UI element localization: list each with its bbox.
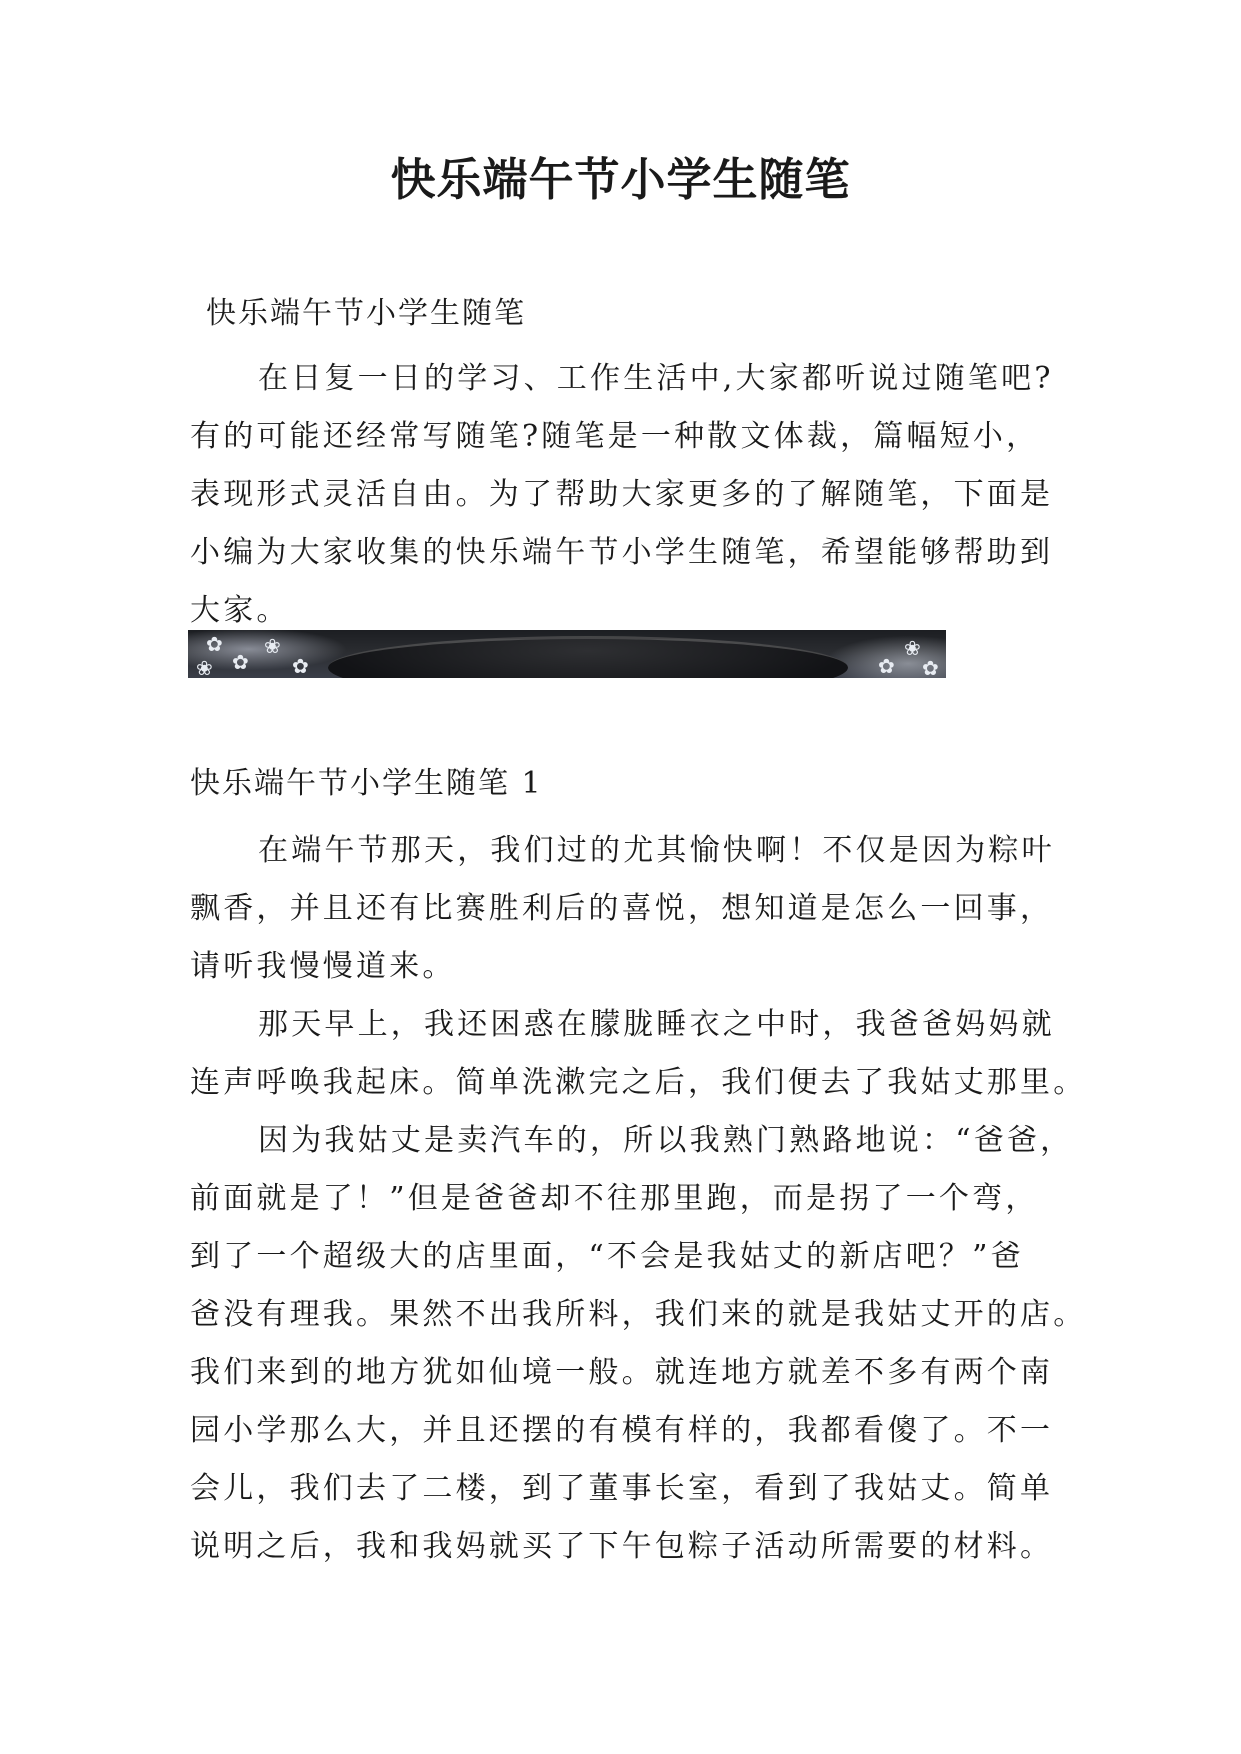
paragraph-line: 爸没有理我。果然不出我所料，我们来的就是我姑丈开的店。 xyxy=(190,1297,1087,1332)
intro-paragraph xyxy=(190,350,1070,640)
paragraph-line: 飘香，并且还有比赛胜利后的喜悦，想知道是怎么一回事， xyxy=(190,891,1054,926)
flower-icon: ✿ xyxy=(878,654,895,678)
flower-icon: ✿ xyxy=(292,654,309,678)
decorative-photo xyxy=(188,630,946,678)
paragraph-line: 在端午节那天，我们过的尤其愉快啊！不仅是因为粽叶 xyxy=(258,833,1055,868)
flower-icon: ❀ xyxy=(904,636,921,660)
document-title: 快乐端午节小学生随笔 xyxy=(390,153,851,206)
section-body xyxy=(190,822,1087,1576)
paragraph-line: 前面就是了！”但是爸爸却不往那里跑，而是拐了一个弯， xyxy=(190,1181,1039,1216)
paragraph-line: 因为我姑丈是卖汽车的，所以我熟门熟路地说：“爸爸， xyxy=(258,1123,1074,1158)
paragraph-line: 园小学那么大，并且还摆的有模有样的，我都看傻了。不一 xyxy=(190,1413,1054,1448)
paragraph-line: 请听我慢慢道来。 xyxy=(190,949,456,984)
intro-line: 小编为大家收集的快乐端午节小学生随笔，希望能够帮助到 xyxy=(190,535,1054,570)
paragraph-line: 那天早上，我还困惑在朦胧睡衣之中时，我爸爸妈妈就 xyxy=(258,1007,1055,1042)
flower-icon: ✿ xyxy=(922,656,939,678)
paragraph-line: 说明之后，我和我妈就买了下午包粽子活动所需要的材料。 xyxy=(190,1529,1054,1564)
flower-icon: ❀ xyxy=(264,634,281,658)
paragraph-line: 会儿，我们去了二楼，到了董事长室，看到了我姑丈。简单 xyxy=(190,1471,1054,1506)
intro-line: 在日复一日的学习、工作生活中,大家都听说过随笔吧? xyxy=(258,361,1054,396)
paragraph-line: 我们来到的地方犹如仙境一般。就连地方就差不多有两个南 xyxy=(190,1355,1054,1390)
intro-line: 有的可能还经常写随笔?随笔是一种散文体裁，篇幅短小， xyxy=(190,419,1040,454)
section-paragraph xyxy=(190,1112,1087,1576)
intro-line: 表现形式灵活自由。为了帮助大家更多的了解随笔，下面是 xyxy=(190,477,1054,512)
paragraph-line: 连声呼唤我起床。简单洗漱完之后，我们便去了我姑丈那里。 xyxy=(190,1065,1087,1100)
section-paragraph xyxy=(190,996,1087,1112)
intro-line: 大家。 xyxy=(190,593,290,628)
section-heading: 快乐端午节小学生随笔 1 xyxy=(190,766,543,801)
flower-icon: ✿ xyxy=(206,632,223,656)
section-paragraph xyxy=(190,822,1070,996)
bowl-shape xyxy=(328,636,848,678)
document-subtitle: 快乐端午节小学生随笔 xyxy=(206,296,526,331)
flower-icon: ❀ xyxy=(196,656,213,678)
paragraph-line: 到了一个超级大的店里面，“不会是我姑丈的新店吧？”爸 xyxy=(190,1239,1024,1274)
flower-icon: ✿ xyxy=(232,650,249,674)
intro-block xyxy=(190,296,1070,640)
